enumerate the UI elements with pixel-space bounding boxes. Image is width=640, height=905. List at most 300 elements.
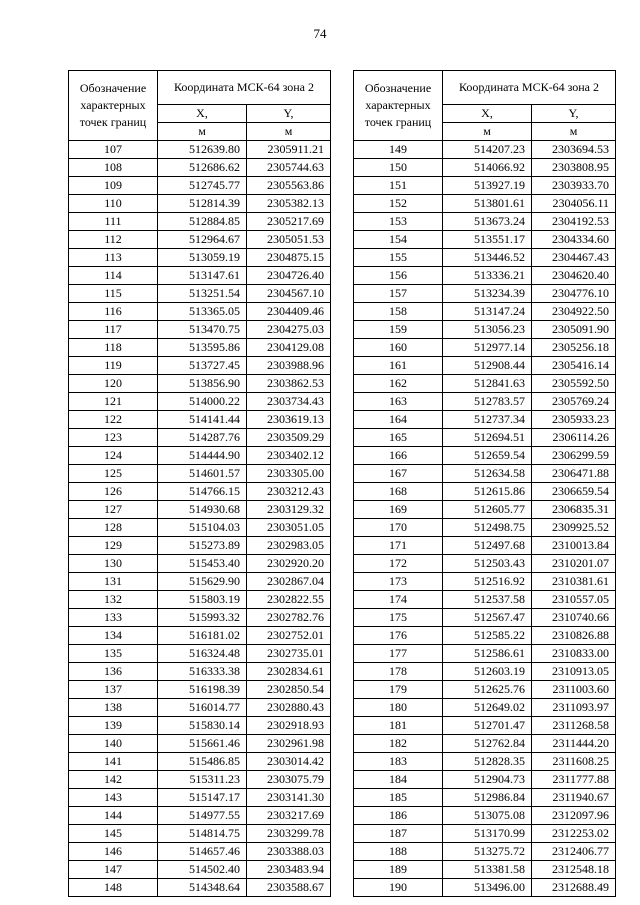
y-coordinate-cell: 2306299.59 [532, 447, 616, 465]
x-coordinate-cell: 515104.03 [158, 519, 247, 537]
y-coordinate-cell: 2303388.03 [247, 843, 331, 861]
y-coordinate-cell: 2311444.20 [532, 735, 616, 753]
point-number-cell: 112 [69, 231, 158, 249]
table-row [354, 177, 616, 195]
y-coordinate-cell: 2305217.69 [247, 213, 331, 231]
table-row [69, 231, 331, 249]
y-coordinate-cell: 2305933.23 [532, 411, 616, 429]
x-coordinate-cell: 514657.46 [158, 843, 247, 861]
x-coordinate-cell: 513059.19 [158, 249, 247, 267]
x-coordinate-cell: 512737.34 [443, 411, 532, 429]
point-number-cell: 126 [69, 483, 158, 501]
y-coordinate-cell: 2304567.10 [247, 285, 331, 303]
y-coordinate-cell: 2302961.98 [247, 735, 331, 753]
point-number-cell: 137 [69, 681, 158, 699]
y-coordinate-cell: 2305744.63 [247, 159, 331, 177]
point-number-cell: 187 [354, 825, 443, 843]
header-x: X, [158, 105, 247, 123]
point-number-cell: 161 [354, 357, 443, 375]
header-x-unit: м [443, 123, 532, 141]
x-coordinate-cell: 513147.61 [158, 267, 247, 285]
point-number-cell: 138 [69, 699, 158, 717]
x-coordinate-cell: 512659.54 [443, 447, 532, 465]
table-row [69, 393, 331, 411]
table-row [69, 519, 331, 537]
x-coordinate-cell: 513856.90 [158, 375, 247, 393]
y-coordinate-cell: 2304192.53 [532, 213, 616, 231]
point-number-cell: 124 [69, 447, 158, 465]
x-coordinate-cell: 514444.90 [158, 447, 247, 465]
y-coordinate-cell: 2310740.66 [532, 609, 616, 627]
x-coordinate-cell: 514207.23 [443, 141, 532, 159]
point-number-cell: 117 [69, 321, 158, 339]
table-row [69, 879, 331, 897]
y-coordinate-cell: 2306114.26 [532, 429, 616, 447]
y-coordinate-cell: 2303694.53 [532, 141, 616, 159]
table-row [354, 393, 616, 411]
y-coordinate-cell: 2303483.94 [247, 861, 331, 879]
y-coordinate-cell: 2303051.05 [247, 519, 331, 537]
point-number-cell: 149 [354, 141, 443, 159]
table-row [69, 249, 331, 267]
y-coordinate-cell: 2303988.96 [247, 357, 331, 375]
point-number-cell: 183 [354, 753, 443, 771]
y-coordinate-cell: 2305416.14 [532, 357, 616, 375]
x-coordinate-cell: 515453.40 [158, 555, 247, 573]
y-coordinate-cell: 2310201.07 [532, 555, 616, 573]
table-row [354, 267, 616, 285]
y-coordinate-cell: 2303509.29 [247, 429, 331, 447]
table-row [354, 825, 616, 843]
y-coordinate-cell: 2312253.02 [532, 825, 616, 843]
x-coordinate-cell: 514287.76 [158, 429, 247, 447]
point-number-cell: 114 [69, 267, 158, 285]
point-number-cell: 108 [69, 159, 158, 177]
x-coordinate-cell: 512884.85 [158, 213, 247, 231]
y-coordinate-cell: 2304726.40 [247, 267, 331, 285]
table-row [354, 663, 616, 681]
x-coordinate-cell: 512904.73 [443, 771, 532, 789]
point-number-cell: 177 [354, 645, 443, 663]
table-row [354, 285, 616, 303]
y-coordinate-cell: 2303862.53 [247, 375, 331, 393]
point-number-cell: 152 [354, 195, 443, 213]
table-row [354, 555, 616, 573]
y-coordinate-cell: 2302752.01 [247, 627, 331, 645]
table-row [354, 195, 616, 213]
y-coordinate-cell: 2309925.52 [532, 519, 616, 537]
table-row [354, 357, 616, 375]
y-coordinate-cell: 2311003.60 [532, 681, 616, 699]
point-number-cell: 184 [354, 771, 443, 789]
table-row [354, 789, 616, 807]
table-row [69, 717, 331, 735]
point-number-cell: 151 [354, 177, 443, 195]
table-row [69, 339, 331, 357]
x-coordinate-cell: 514066.92 [443, 159, 532, 177]
x-coordinate-cell: 515311.23 [158, 771, 247, 789]
point-number-cell: 110 [69, 195, 158, 213]
point-number-cell: 123 [69, 429, 158, 447]
x-coordinate-cell: 513381.58 [443, 861, 532, 879]
point-number-cell: 179 [354, 681, 443, 699]
x-coordinate-cell: 515486.85 [158, 753, 247, 771]
table-row [354, 159, 616, 177]
y-coordinate-cell: 2303619.13 [247, 411, 331, 429]
point-number-cell: 154 [354, 231, 443, 249]
y-coordinate-cell: 2303014.42 [247, 753, 331, 771]
x-coordinate-cell: 515147.17 [158, 789, 247, 807]
point-number-cell: 182 [354, 735, 443, 753]
x-coordinate-cell: 513927.19 [443, 177, 532, 195]
y-coordinate-cell: 2303808.95 [532, 159, 616, 177]
y-coordinate-cell: 2302822.55 [247, 591, 331, 609]
table-row [69, 285, 331, 303]
table-row [354, 879, 616, 897]
table-row [354, 681, 616, 699]
table-row [69, 735, 331, 753]
table-row [69, 609, 331, 627]
y-coordinate-cell: 2303299.78 [247, 825, 331, 843]
x-coordinate-cell: 513595.86 [158, 339, 247, 357]
x-coordinate-cell: 513365.05 [158, 303, 247, 321]
y-coordinate-cell: 2304334.60 [532, 231, 616, 249]
table-row [69, 483, 331, 501]
y-coordinate-cell: 2302782.76 [247, 609, 331, 627]
y-coordinate-cell: 2303141.30 [247, 789, 331, 807]
y-coordinate-cell: 2304056.11 [532, 195, 616, 213]
table-row [69, 573, 331, 591]
point-number-cell: 175 [354, 609, 443, 627]
x-coordinate-cell: 513727.45 [158, 357, 247, 375]
y-coordinate-cell: 2310557.05 [532, 591, 616, 609]
x-coordinate-cell: 512639.80 [158, 141, 247, 159]
point-number-cell: 190 [354, 879, 443, 897]
x-coordinate-cell: 515993.32 [158, 609, 247, 627]
y-coordinate-cell: 2311777.88 [532, 771, 616, 789]
y-coordinate-cell: 2312097.96 [532, 807, 616, 825]
table-row [354, 537, 616, 555]
point-number-cell: 134 [69, 627, 158, 645]
table-row [69, 555, 331, 573]
x-coordinate-cell: 514814.75 [158, 825, 247, 843]
point-number-cell: 130 [69, 555, 158, 573]
y-coordinate-cell: 2305592.50 [532, 375, 616, 393]
point-number-cell: 142 [69, 771, 158, 789]
x-coordinate-cell: 512497.68 [443, 537, 532, 555]
x-coordinate-cell: 515661.46 [158, 735, 247, 753]
y-coordinate-cell: 2305911.21 [247, 141, 331, 159]
x-coordinate-cell: 512567.47 [443, 609, 532, 627]
point-number-cell: 116 [69, 303, 158, 321]
point-number-cell: 170 [354, 519, 443, 537]
table-row [69, 159, 331, 177]
header-y: Y, [532, 105, 616, 123]
table-row [69, 375, 331, 393]
point-number-cell: 153 [354, 213, 443, 231]
x-coordinate-cell: 513251.54 [158, 285, 247, 303]
x-coordinate-cell: 513275.72 [443, 843, 532, 861]
y-coordinate-cell: 2311093.97 [532, 699, 616, 717]
x-coordinate-cell: 512964.67 [158, 231, 247, 249]
point-number-cell: 125 [69, 465, 158, 483]
point-number-cell: 148 [69, 879, 158, 897]
coordinates-table-right [353, 70, 616, 897]
x-coordinate-cell: 514766.15 [158, 483, 247, 501]
point-number-cell: 156 [354, 267, 443, 285]
x-coordinate-cell: 516324.48 [158, 645, 247, 663]
point-number-cell: 180 [354, 699, 443, 717]
x-coordinate-cell: 515830.14 [158, 717, 247, 735]
point-number-cell: 167 [354, 465, 443, 483]
point-number-cell: 113 [69, 249, 158, 267]
table-row [69, 699, 331, 717]
point-number-cell: 172 [354, 555, 443, 573]
x-coordinate-cell: 512841.63 [443, 375, 532, 393]
x-coordinate-cell: 513234.39 [443, 285, 532, 303]
y-coordinate-cell: 2311268.58 [532, 717, 616, 735]
point-number-cell: 155 [354, 249, 443, 267]
point-number-cell: 119 [69, 357, 158, 375]
x-coordinate-cell: 512701.47 [443, 717, 532, 735]
x-coordinate-cell: 512762.84 [443, 735, 532, 753]
y-coordinate-cell: 2302867.04 [247, 573, 331, 591]
point-number-cell: 136 [69, 663, 158, 681]
x-coordinate-cell: 513801.61 [443, 195, 532, 213]
header-coordinate-system: Координата МСК-64 зона 2 [158, 71, 331, 105]
table-row [354, 339, 616, 357]
x-coordinate-cell: 512605.77 [443, 501, 532, 519]
x-coordinate-cell: 515629.90 [158, 573, 247, 591]
table-row [69, 303, 331, 321]
header-x-unit: м [158, 123, 247, 141]
y-coordinate-cell: 2310826.88 [532, 627, 616, 645]
x-coordinate-cell: 512498.75 [443, 519, 532, 537]
y-coordinate-cell: 2306835.31 [532, 501, 616, 519]
table-row [354, 465, 616, 483]
table-row [69, 267, 331, 285]
point-number-cell: 143 [69, 789, 158, 807]
table-row [354, 213, 616, 231]
x-coordinate-cell: 515273.89 [158, 537, 247, 555]
x-coordinate-cell: 513673.24 [443, 213, 532, 231]
table-row [69, 771, 331, 789]
point-number-cell: 122 [69, 411, 158, 429]
y-coordinate-cell: 2311608.25 [532, 753, 616, 771]
x-coordinate-cell: 514141.44 [158, 411, 247, 429]
y-coordinate-cell: 2310833.00 [532, 645, 616, 663]
x-coordinate-cell: 512908.44 [443, 357, 532, 375]
point-number-cell: 157 [354, 285, 443, 303]
table-row [354, 375, 616, 393]
x-coordinate-cell: 512537.58 [443, 591, 532, 609]
x-coordinate-cell: 512745.77 [158, 177, 247, 195]
y-coordinate-cell: 2303588.67 [247, 879, 331, 897]
y-coordinate-cell: 2304409.46 [247, 303, 331, 321]
table-row [69, 447, 331, 465]
x-coordinate-cell: 513496.00 [443, 879, 532, 897]
y-coordinate-cell: 2302880.43 [247, 699, 331, 717]
point-number-cell: 128 [69, 519, 158, 537]
x-coordinate-cell: 513551.17 [443, 231, 532, 249]
table-row [354, 231, 616, 249]
table-row [69, 807, 331, 825]
y-coordinate-cell: 2310013.84 [532, 537, 616, 555]
point-number-cell: 139 [69, 717, 158, 735]
table-row [69, 861, 331, 879]
y-coordinate-cell: 2304275.03 [247, 321, 331, 339]
table-row [354, 807, 616, 825]
point-number-cell: 188 [354, 843, 443, 861]
y-coordinate-cell: 2304875.15 [247, 249, 331, 267]
y-coordinate-cell: 2310381.61 [532, 573, 616, 591]
point-number-cell: 115 [69, 285, 158, 303]
x-coordinate-cell: 512686.62 [158, 159, 247, 177]
x-coordinate-cell: 512615.86 [443, 483, 532, 501]
y-coordinate-cell: 2302850.54 [247, 681, 331, 699]
table-row [69, 627, 331, 645]
table-row [354, 303, 616, 321]
table-row [69, 195, 331, 213]
x-coordinate-cell: 512977.14 [443, 339, 532, 357]
x-coordinate-cell: 512585.22 [443, 627, 532, 645]
x-coordinate-cell: 514000.22 [158, 393, 247, 411]
x-coordinate-cell: 514601.57 [158, 465, 247, 483]
x-coordinate-cell: 513170.99 [443, 825, 532, 843]
y-coordinate-cell: 2312548.18 [532, 861, 616, 879]
y-coordinate-cell: 2303734.43 [247, 393, 331, 411]
point-number-cell: 146 [69, 843, 158, 861]
point-number-cell: 165 [354, 429, 443, 447]
table-row [69, 825, 331, 843]
point-number-cell: 145 [69, 825, 158, 843]
y-coordinate-cell: 2304776.10 [532, 285, 616, 303]
point-number-cell: 129 [69, 537, 158, 555]
point-number-cell: 171 [354, 537, 443, 555]
point-number-cell: 144 [69, 807, 158, 825]
y-coordinate-cell: 2305563.86 [247, 177, 331, 195]
x-coordinate-cell: 512634.58 [443, 465, 532, 483]
point-number-cell: 111 [69, 213, 158, 231]
header-x: X, [443, 105, 532, 123]
table-row [354, 501, 616, 519]
y-coordinate-cell: 2305769.24 [532, 393, 616, 411]
y-coordinate-cell: 2311940.67 [532, 789, 616, 807]
point-number-cell: 164 [354, 411, 443, 429]
y-coordinate-cell: 2305051.53 [247, 231, 331, 249]
point-number-cell: 159 [354, 321, 443, 339]
table-row [354, 429, 616, 447]
y-coordinate-cell: 2305382.13 [247, 195, 331, 213]
point-number-cell: 173 [354, 573, 443, 591]
table-row [354, 699, 616, 717]
point-number-cell: 178 [354, 663, 443, 681]
y-coordinate-cell: 2304620.40 [532, 267, 616, 285]
table-row [354, 483, 616, 501]
point-number-cell: 181 [354, 717, 443, 735]
point-number-cell: 131 [69, 573, 158, 591]
table-row [69, 465, 331, 483]
header-point-label: Обозначение характерных точек границ [69, 71, 158, 141]
point-number-cell: 121 [69, 393, 158, 411]
y-coordinate-cell: 2312688.49 [532, 879, 616, 897]
table-row [354, 141, 616, 159]
table-row [69, 501, 331, 519]
table-row [354, 591, 616, 609]
x-coordinate-cell: 512828.35 [443, 753, 532, 771]
point-number-cell: 162 [354, 375, 443, 393]
y-coordinate-cell: 2305091.90 [532, 321, 616, 339]
point-number-cell: 127 [69, 501, 158, 519]
x-coordinate-cell: 514977.55 [158, 807, 247, 825]
x-coordinate-cell: 512694.51 [443, 429, 532, 447]
y-coordinate-cell: 2305256.18 [532, 339, 616, 357]
y-coordinate-cell: 2303402.12 [247, 447, 331, 465]
x-coordinate-cell: 512503.43 [443, 555, 532, 573]
y-coordinate-cell: 2302735.01 [247, 645, 331, 663]
x-coordinate-cell: 512625.76 [443, 681, 532, 699]
coordinates-table-left [68, 70, 331, 897]
point-number-cell: 185 [354, 789, 443, 807]
y-coordinate-cell: 2303075.79 [247, 771, 331, 789]
x-coordinate-cell: 516333.38 [158, 663, 247, 681]
y-coordinate-cell: 2306471.88 [532, 465, 616, 483]
point-number-cell: 174 [354, 591, 443, 609]
table-row [69, 357, 331, 375]
table-row [69, 789, 331, 807]
y-coordinate-cell: 2310913.05 [532, 663, 616, 681]
x-coordinate-cell: 513336.21 [443, 267, 532, 285]
x-coordinate-cell: 514502.40 [158, 861, 247, 879]
x-coordinate-cell: 516014.77 [158, 699, 247, 717]
x-coordinate-cell: 513056.23 [443, 321, 532, 339]
table-row [69, 213, 331, 231]
table-row [354, 447, 616, 465]
point-number-cell: 160 [354, 339, 443, 357]
y-coordinate-cell: 2302918.93 [247, 717, 331, 735]
y-coordinate-cell: 2303217.69 [247, 807, 331, 825]
header-y: Y, [247, 105, 331, 123]
table-row [354, 717, 616, 735]
point-number-cell: 141 [69, 753, 158, 771]
point-number-cell: 118 [69, 339, 158, 357]
table-row [69, 753, 331, 771]
y-coordinate-cell: 2303129.32 [247, 501, 331, 519]
point-number-cell: 176 [354, 627, 443, 645]
table-row [354, 753, 616, 771]
x-coordinate-cell: 512986.84 [443, 789, 532, 807]
point-number-cell: 107 [69, 141, 158, 159]
table-row [69, 843, 331, 861]
point-number-cell: 168 [354, 483, 443, 501]
table-row [354, 249, 616, 267]
table-row [354, 843, 616, 861]
point-number-cell: 132 [69, 591, 158, 609]
table-row [354, 771, 616, 789]
point-number-cell: 147 [69, 861, 158, 879]
header-point-label: Обозначение характерных точек границ [354, 71, 443, 141]
x-coordinate-cell: 512814.39 [158, 195, 247, 213]
y-coordinate-cell: 2303305.00 [247, 465, 331, 483]
table-row [354, 735, 616, 753]
point-number-cell: 186 [354, 807, 443, 825]
table-row [354, 573, 616, 591]
y-coordinate-cell: 2302834.61 [247, 663, 331, 681]
table-row [69, 321, 331, 339]
x-coordinate-cell: 513075.08 [443, 807, 532, 825]
table-row [69, 681, 331, 699]
x-coordinate-cell: 512516.92 [443, 573, 532, 591]
